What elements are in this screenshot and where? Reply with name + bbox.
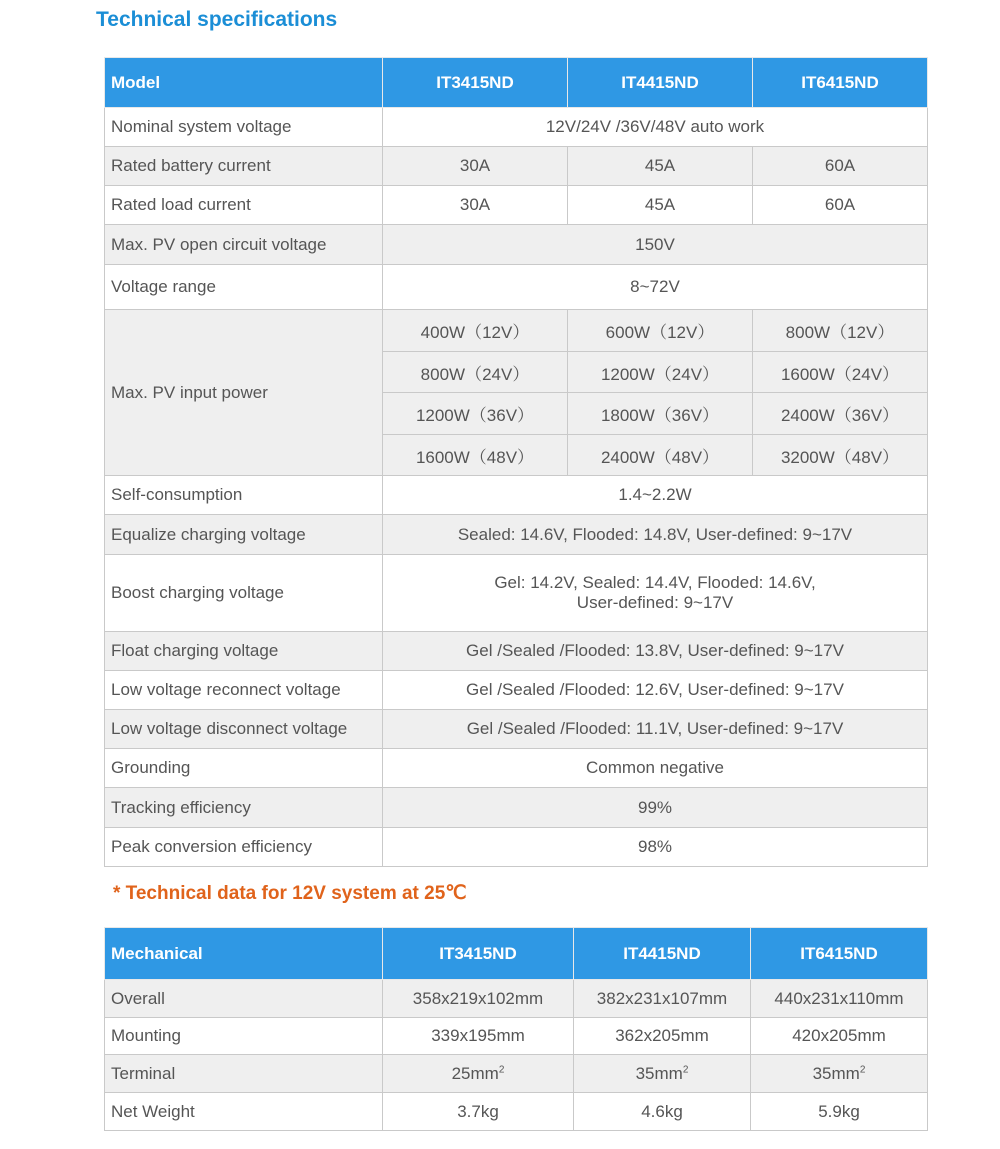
table-row	[105, 310, 928, 352]
cell-value: 800W（24V）	[383, 352, 568, 393]
table-row	[105, 632, 928, 671]
table-row	[105, 515, 928, 555]
superscript: 2	[859, 1063, 866, 1075]
row-value: Gel /Sealed /Flooded: 12.6V, User-defined: 9~17V	[383, 671, 928, 710]
row-label: Rated battery current	[105, 147, 383, 186]
boost-line-1: Gel: 14.2V, Sealed: 14.4V, Flooded: 14.6V,	[494, 573, 816, 592]
cell-value: 60A	[753, 186, 928, 225]
table-row	[105, 710, 928, 749]
table-row	[105, 265, 928, 310]
specifications-table	[104, 57, 928, 867]
row-value: 150V	[383, 225, 928, 265]
row-label: Nominal system voltage	[105, 108, 383, 147]
row-label: Max. PV input power	[105, 310, 383, 476]
header-it4415nd: IT4415ND	[574, 928, 751, 980]
cell-value: 440x231x110mm	[751, 980, 928, 1018]
cell-value: 5.9kg	[751, 1093, 928, 1131]
cell-value: 30A	[383, 186, 568, 225]
cell-value: 362x205mm	[574, 1018, 751, 1055]
header-mechanical: Mechanical	[105, 928, 383, 980]
cell-value: 400W（12V）	[383, 310, 568, 352]
cell-value: 1600W（24V）	[753, 352, 928, 393]
header-it6415nd: IT6415ND	[751, 928, 928, 980]
table-row	[105, 1055, 928, 1093]
cell-value: 3.7kg	[383, 1093, 574, 1131]
cell-value	[751, 1055, 928, 1093]
header-it3415nd: IT3415ND	[383, 58, 568, 108]
row-value: 99%	[383, 788, 928, 828]
cell-value: 1200W（36V）	[383, 393, 568, 435]
boost-line-2: User-defined: 9~17V	[576, 593, 734, 612]
table-row	[105, 1018, 928, 1055]
superscript: 2	[498, 1063, 505, 1075]
terminal-value: 25mm	[451, 1063, 499, 1083]
row-value: 8~72V	[383, 265, 928, 310]
cell-value: 4.6kg	[574, 1093, 751, 1131]
row-label: Self-consumption	[105, 476, 383, 515]
header-model: Model	[105, 58, 383, 108]
row-value: Gel /Sealed /Flooded: 13.8V, User-defined: 9~17V	[383, 632, 928, 671]
cell-value: 358x219x102mm	[383, 980, 574, 1018]
row-value: 1.4~2.2W	[383, 476, 928, 515]
mech-header-row	[105, 928, 928, 980]
row-label: Float charging voltage	[105, 632, 383, 671]
row-label: Grounding	[105, 749, 383, 788]
cell-value: 1800W（36V）	[568, 393, 753, 435]
row-value: Gel /Sealed /Flooded: 11.1V, User-defined: 9~17V	[383, 710, 928, 749]
cell-value: 382x231x107mm	[574, 980, 751, 1018]
cell-value: 45A	[568, 147, 753, 186]
cell-value: 2400W（36V）	[753, 393, 928, 435]
technical-note: * Technical data for 12V system at 25℃	[113, 883, 467, 904]
cell-value: 60A	[753, 147, 928, 186]
table-row	[105, 749, 928, 788]
row-label: Max. PV open circuit voltage	[105, 225, 383, 265]
row-label: Overall	[105, 980, 383, 1018]
row-label: Low voltage disconnect voltage	[105, 710, 383, 749]
cell-value: 3200W（48V）	[753, 435, 928, 476]
row-value	[383, 555, 928, 632]
superscript: 2	[682, 1063, 689, 1075]
table-row	[105, 147, 928, 186]
cell-value: 420x205mm	[751, 1018, 928, 1055]
table-row	[105, 1093, 928, 1131]
cell-value: 339x195mm	[383, 1018, 574, 1055]
cell-value: 45A	[568, 186, 753, 225]
terminal-value: 35mm	[635, 1063, 683, 1083]
row-label: Low voltage reconnect voltage	[105, 671, 383, 710]
row-label: Boost charging voltage	[105, 555, 383, 632]
cell-value: 600W（12V）	[568, 310, 753, 352]
row-label: Terminal	[105, 1055, 383, 1093]
cell-value: 1600W（48V）	[383, 435, 568, 476]
terminal-value: 35mm	[812, 1063, 860, 1083]
row-label: Tracking efficiency	[105, 788, 383, 828]
table-row	[105, 828, 928, 867]
table-row	[105, 225, 928, 265]
table-row	[105, 671, 928, 710]
table-row	[105, 555, 928, 632]
mechanical-table	[104, 927, 928, 1131]
row-label: Rated load current	[105, 186, 383, 225]
table-row	[105, 476, 928, 515]
cell-value: 2400W（48V）	[568, 435, 753, 476]
cell-value: 1200W（24V）	[568, 352, 753, 393]
row-label: Peak conversion efficiency	[105, 828, 383, 867]
row-value: 12V/24V /36V/48V auto work	[383, 108, 928, 147]
cell-value: 30A	[383, 147, 568, 186]
cell-value: 800W（12V）	[753, 310, 928, 352]
table-row	[105, 108, 928, 147]
cell-value	[574, 1055, 751, 1093]
row-value: Common negative	[383, 749, 928, 788]
header-it6415nd: IT6415ND	[753, 58, 928, 108]
page-title: Technical specifications	[96, 8, 338, 31]
row-label: Net Weight	[105, 1093, 383, 1131]
row-value: 98%	[383, 828, 928, 867]
row-value: Sealed: 14.6V, Flooded: 14.8V, User-defined: 9~17V	[383, 515, 928, 555]
header-it4415nd: IT4415ND	[568, 58, 753, 108]
table-row	[105, 980, 928, 1018]
row-label: Voltage range	[105, 265, 383, 310]
spec-header-row	[105, 58, 928, 108]
cell-value	[383, 1055, 574, 1093]
table-row	[105, 788, 928, 828]
row-label: Mounting	[105, 1018, 383, 1055]
header-it3415nd: IT3415ND	[383, 928, 574, 980]
row-label: Equalize charging voltage	[105, 515, 383, 555]
table-row	[105, 186, 928, 225]
